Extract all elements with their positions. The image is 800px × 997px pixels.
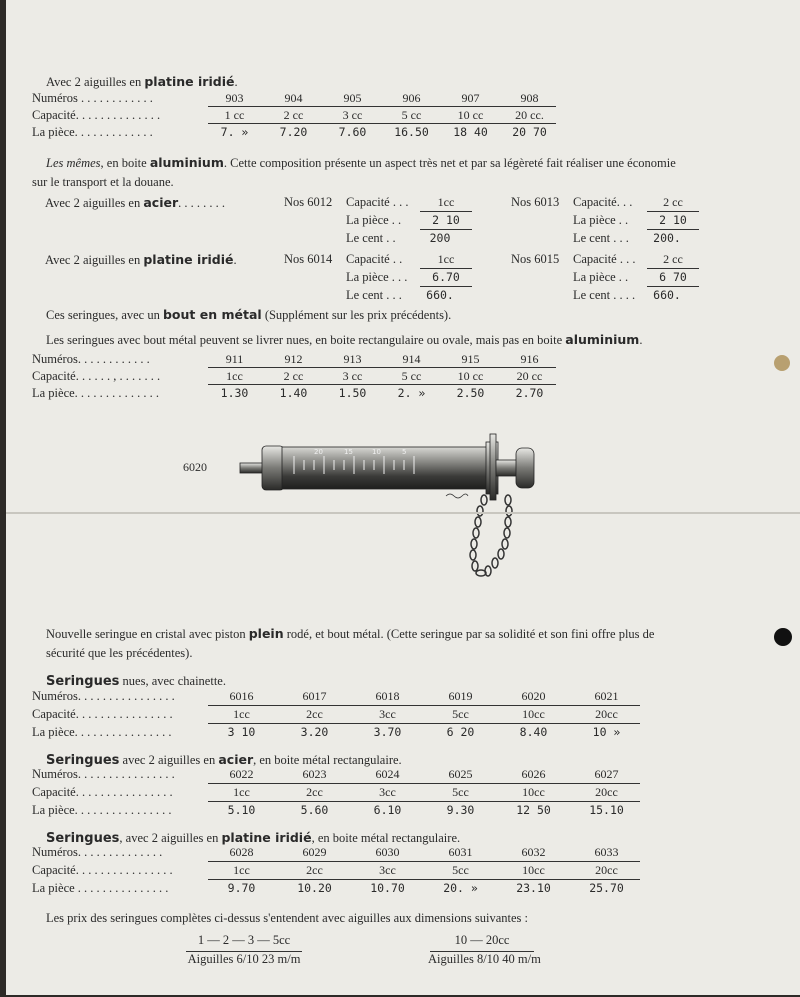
cell-piece: 1.30 xyxy=(220,386,249,400)
cell-numeros: 907 xyxy=(461,91,480,105)
cell-numeros: 914 xyxy=(402,352,421,366)
t2-title-bold: Seringues xyxy=(46,753,120,768)
alu-text1: , en boite xyxy=(100,156,150,170)
cell-capacite: 3cc xyxy=(379,707,396,721)
cell-numeros: 6026 xyxy=(521,767,546,781)
cell-piece: 1.50 xyxy=(338,386,367,400)
row-label-numeros: Numéros. . . . . . . . . . . . . . . . xyxy=(32,767,175,781)
row-label-piece: La pièce . . . . . . . . . . . . . . . xyxy=(32,881,169,895)
cell-piece: 18 40 xyxy=(453,125,488,139)
metal-line2-bold: aluminium xyxy=(565,332,640,347)
cristal-text2: rodé, et bout métal. (Cette seringue par sa solidité et son fini offre plus de xyxy=(283,627,655,641)
capacite-value: 2 cc xyxy=(663,252,683,266)
cell-numeros: 6032 xyxy=(521,845,546,859)
t2-title-end: , en boite métal rectangulaire. xyxy=(253,753,402,767)
cell-piece: 16.50 xyxy=(394,125,429,139)
row-label-numeros: Numéros . . . . . . . . . . . . xyxy=(32,91,153,105)
cell-numeros: 6024 xyxy=(375,767,400,781)
cell-capacite: 5cc xyxy=(452,707,469,721)
table-rule xyxy=(208,705,640,706)
cell-piece: 7. » xyxy=(220,125,249,139)
metal-line2: Les seringues avec bout métal peuvent se livrer nues, en boite rectangulaire ou ovale, mais pas en boite xyxy=(46,333,566,347)
cell-capacite: 10 cc xyxy=(457,369,484,383)
cell-piece: 2.70 xyxy=(515,386,544,400)
row-label-numeros: Numéros. . . . . . . . . . . . xyxy=(32,352,150,366)
acier-label xyxy=(45,195,225,211)
cell-numeros: 912 xyxy=(284,352,303,366)
piece-value: 2 10 xyxy=(432,213,460,227)
table-rule xyxy=(208,801,640,802)
cell-piece: 23.10 xyxy=(516,881,551,895)
cent-value: 200. xyxy=(653,231,681,245)
capacite-label: Capacité . . . xyxy=(346,195,409,209)
platine-label xyxy=(45,252,237,268)
cell-piece: 10.70 xyxy=(370,881,405,895)
table-rule xyxy=(208,123,556,124)
cell-piece: 7.60 xyxy=(338,125,367,139)
piece-value: 6.70 xyxy=(432,270,460,284)
paper-fold xyxy=(6,512,800,514)
punch-hole-lower xyxy=(774,628,792,646)
punch-hole-upper xyxy=(774,355,790,371)
cell-capacite: 2cc xyxy=(306,785,323,799)
capacite-value: 1cc xyxy=(437,195,455,209)
cell-numeros: 913 xyxy=(343,352,362,366)
cell-numeros: 6017 xyxy=(302,689,327,703)
cent-label: Le cent . . . . xyxy=(573,288,636,302)
block-rule xyxy=(647,229,699,230)
cent-label: Le cent . . . xyxy=(346,288,402,302)
cell-numeros: 915 xyxy=(461,352,480,366)
alu-text2: . Cette composition présente un aspect très net et par sa légèreté fait réaliser une économie xyxy=(223,156,676,170)
block-rule xyxy=(647,286,699,287)
intro-end: . xyxy=(234,75,238,89)
cell-capacite: 2cc xyxy=(306,707,323,721)
cell-capacite: 20 cc. xyxy=(515,108,544,122)
cell-numeros: 6022 xyxy=(229,767,254,781)
cell-piece: 2. » xyxy=(397,386,426,400)
capacite-label: Capacité . . . xyxy=(573,252,636,266)
piece-value: 2 10 xyxy=(659,213,687,227)
cristal-bold: plein xyxy=(248,626,284,641)
platine-label-text: Avec 2 aiguilles en xyxy=(45,253,144,267)
catalog-number: Nos 6013 xyxy=(511,195,560,209)
cell-capacite: 10 cc xyxy=(457,108,484,122)
block-rule xyxy=(420,211,472,212)
cell-piece: 8.40 xyxy=(519,725,548,739)
cristal-line2: sécurité que les précédentes). xyxy=(46,646,193,660)
frac2-bottom: Aiguilles 8/10 40 m/m xyxy=(428,952,541,966)
capacite-label: Capacité . . xyxy=(346,252,403,266)
figure-label: 6020 xyxy=(183,460,207,474)
cent-label: Le cent . . xyxy=(346,231,396,245)
platine-label-bold: platine iridié xyxy=(143,252,234,267)
cell-capacite: 5cc xyxy=(452,863,469,877)
cell-numeros: 903 xyxy=(225,91,244,105)
cell-capacite: 2 cc xyxy=(283,369,304,383)
block-rule xyxy=(420,286,472,287)
row-label-piece: La pièce. . . . . . . . . . . . . . . . xyxy=(32,803,172,817)
cell-piece: 10.20 xyxy=(297,881,332,895)
table-rule xyxy=(208,783,640,784)
cristal-text1: Nouvelle seringue en cristal avec piston xyxy=(46,627,249,641)
table1-title xyxy=(46,670,226,689)
table-rule xyxy=(208,861,640,862)
t3-title-bold2: platine iridié xyxy=(221,830,312,845)
cell-piece: 2.50 xyxy=(456,386,485,400)
cell-piece: 1.40 xyxy=(279,386,308,400)
cell-numeros: 6019 xyxy=(448,689,473,703)
t2-title-text: avec 2 aiguilles en xyxy=(119,753,219,767)
cell-capacite: 2cc xyxy=(306,863,323,877)
table-rule xyxy=(208,384,556,385)
row-label-capacite: Capacité. . . . . . . . . . . . . . . . xyxy=(32,785,173,799)
block-rule xyxy=(647,211,699,212)
cell-numeros: 6025 xyxy=(448,767,473,781)
cell-numeros: 6031 xyxy=(448,845,473,859)
cell-piece: 15.10 xyxy=(589,803,624,817)
footer-text: Les prix des seringues complètes ci-dessus s'entendent avec aiguilles aux dimensions suivantes : xyxy=(46,911,529,925)
cell-capacite: 3cc xyxy=(379,785,396,799)
piece-label: La pièce . . xyxy=(573,213,629,227)
cell-numeros: 6028 xyxy=(229,845,254,859)
row-label-numeros: Numéros. . . . . . . . . . . . . . xyxy=(32,845,163,859)
grad-mark-10: 10 xyxy=(372,448,381,456)
capacite-label: Capacité. . . xyxy=(573,195,633,209)
cell-capacite: 3cc xyxy=(379,863,396,877)
table-rule xyxy=(208,367,556,368)
cell-numeros: 6033 xyxy=(594,845,619,859)
table-rule xyxy=(208,723,640,724)
capacite-value: 1cc xyxy=(437,252,455,266)
cell-capacite: 5 cc xyxy=(401,108,422,122)
t2-title-bold2: acier xyxy=(218,752,254,767)
cell-capacite: 3 cc xyxy=(342,369,363,383)
cent-value: 660. xyxy=(426,288,454,302)
cell-capacite: 20cc xyxy=(595,785,618,799)
t1-title-bold: Seringues xyxy=(46,674,120,689)
acier-label-text: Avec 2 aiguilles en xyxy=(45,196,144,210)
cell-numeros: 906 xyxy=(402,91,421,105)
cell-numeros: 6021 xyxy=(594,689,619,703)
alu-bold: aluminium xyxy=(149,155,224,170)
metal-bold: bout en métal xyxy=(162,307,262,322)
cell-numeros: 6029 xyxy=(302,845,327,859)
cell-capacite: 5 cc xyxy=(401,369,422,383)
catalog-number: Nos 6015 xyxy=(511,252,560,266)
cell-capacite: 2 cc xyxy=(283,108,304,122)
cell-numeros: 6018 xyxy=(375,689,400,703)
cell-capacite: 10cc xyxy=(522,785,545,799)
cell-numeros: 6027 xyxy=(594,767,619,781)
table3-title xyxy=(46,827,460,846)
block-rule xyxy=(420,268,472,269)
row-label-piece: La pièce. . . . . . . . . . . . . xyxy=(32,125,153,139)
row-label-piece: La pièce. . . . . . . . . . . . . . . . xyxy=(32,725,172,739)
cent-value: 660. xyxy=(653,288,681,302)
metal-tip-paragraph-2 xyxy=(46,330,791,350)
frac1-top: 1 — 2 — 3 — 5cc xyxy=(197,933,291,947)
grad-mark-15: 15 xyxy=(344,448,353,456)
cell-capacite: 1cc xyxy=(233,707,250,721)
cell-capacite: 1 cc xyxy=(224,108,245,122)
section-platine-intro xyxy=(46,74,238,90)
cell-piece: 7.20 xyxy=(279,125,308,139)
table-rule xyxy=(208,106,556,107)
cell-capacite: 10cc xyxy=(522,707,545,721)
cell-piece: 5.60 xyxy=(300,803,329,817)
row-label-numeros: Numéros. . . . . . . . . . . . . . . . xyxy=(32,689,175,703)
row-label-capacite: Capacité. . . . . . . . . . . . . . . . xyxy=(32,863,173,877)
catalog-page xyxy=(6,0,800,995)
cell-piece: 3.70 xyxy=(373,725,402,739)
cell-piece: 9.30 xyxy=(446,803,475,817)
aluminium-paragraph xyxy=(32,153,777,192)
t3-title-end: , en boite métal rectangulaire. xyxy=(311,831,461,845)
cent-value: 200 xyxy=(429,231,451,245)
cell-capacite: 20 cc xyxy=(516,369,543,383)
platine-label-end: . xyxy=(233,253,237,267)
piece-value: 6 70 xyxy=(659,270,687,284)
cell-piece: 6.10 xyxy=(373,803,402,817)
acier-label-end: . . . . . . . . xyxy=(178,196,226,210)
grad-mark-20: 20 xyxy=(314,448,323,456)
cell-piece: 3 10 xyxy=(227,725,256,739)
acier-label-bold: acier xyxy=(143,195,179,210)
intro-bold: platine iridié xyxy=(144,74,235,89)
cristal-paragraph xyxy=(46,624,791,663)
cell-capacite: 10cc xyxy=(522,863,545,877)
cell-piece: 12 50 xyxy=(516,803,551,817)
row-label-capacite: Capacité. . . . . . . . . . . . . . xyxy=(32,108,161,122)
cell-numeros: 6020 xyxy=(521,689,546,703)
cell-piece: 20 70 xyxy=(512,125,547,139)
syringe-illustration xyxy=(232,430,542,590)
piece-label: La pièce . . xyxy=(573,270,629,284)
block-rule xyxy=(420,229,472,230)
t3-title-bold: Seringues xyxy=(46,831,120,846)
frac1-bottom: Aiguilles 6/10 23 m/m xyxy=(187,952,301,966)
metal-text2: (Supplément sur les prix précédents). xyxy=(261,308,452,322)
piece-label: La pièce . . xyxy=(346,213,402,227)
block-rule xyxy=(647,268,699,269)
frac2-top: 10 — 20cc xyxy=(454,933,510,947)
cell-capacite: 20cc xyxy=(595,707,618,721)
cell-capacite: 1cc xyxy=(233,863,250,877)
cell-piece: 10 » xyxy=(592,725,621,739)
cell-piece: 6 20 xyxy=(446,725,475,739)
cell-numeros: 905 xyxy=(343,91,362,105)
cell-piece: 9.70 xyxy=(227,881,256,895)
alu-line2: sur le transport et la douane. xyxy=(32,175,174,189)
cell-numeros: 6023 xyxy=(302,767,327,781)
cell-numeros: 6016 xyxy=(229,689,254,703)
metal-line2-end: . xyxy=(639,333,643,347)
piece-label: La pièce . . . xyxy=(346,270,408,284)
table2-title xyxy=(46,749,402,768)
cell-piece: 25.70 xyxy=(589,881,624,895)
cell-numeros: 916 xyxy=(520,352,539,366)
cell-capacite: 1cc xyxy=(226,369,243,383)
row-label-capacite: Capacité. . . . . . . . . . . . . . . . xyxy=(32,707,173,721)
catalog-number: Nos 6012 xyxy=(284,195,333,209)
cell-numeros: 908 xyxy=(520,91,539,105)
table-rule xyxy=(208,879,640,880)
cell-capacite: 3 cc xyxy=(342,108,363,122)
t3-title-text: , avec 2 aiguilles en xyxy=(119,831,222,845)
catalog-number: Nos 6014 xyxy=(284,252,333,266)
cell-piece: 3.20 xyxy=(300,725,329,739)
cell-piece: 5.10 xyxy=(227,803,256,817)
cell-piece: 20. » xyxy=(443,881,478,895)
cent-label: Le cent . . . xyxy=(573,231,629,245)
row-label-capacite: Capacité. . . . . . , . . . . . . . xyxy=(32,369,161,383)
cell-capacite: 20cc xyxy=(595,863,618,877)
cell-numeros: 911 xyxy=(225,352,244,366)
grad-mark-5: 5 xyxy=(402,448,407,456)
cell-numeros: 6030 xyxy=(375,845,400,859)
metal-tip-paragraph xyxy=(46,305,786,325)
metal-text1: Ces seringues, avec un xyxy=(46,308,163,322)
t1-title-text: nues, avec chainette. xyxy=(119,674,226,688)
cell-capacite: 1cc xyxy=(233,785,250,799)
intro-text: Avec 2 aiguilles en xyxy=(46,75,145,89)
cell-capacite: 5cc xyxy=(452,785,469,799)
row-label-piece: La pièce. . . . . . . . . . . . . . xyxy=(32,386,160,400)
capacite-value: 2 cc xyxy=(663,195,683,209)
alu-italic: Les mêmes xyxy=(46,156,101,170)
cell-numeros: 904 xyxy=(284,91,303,105)
